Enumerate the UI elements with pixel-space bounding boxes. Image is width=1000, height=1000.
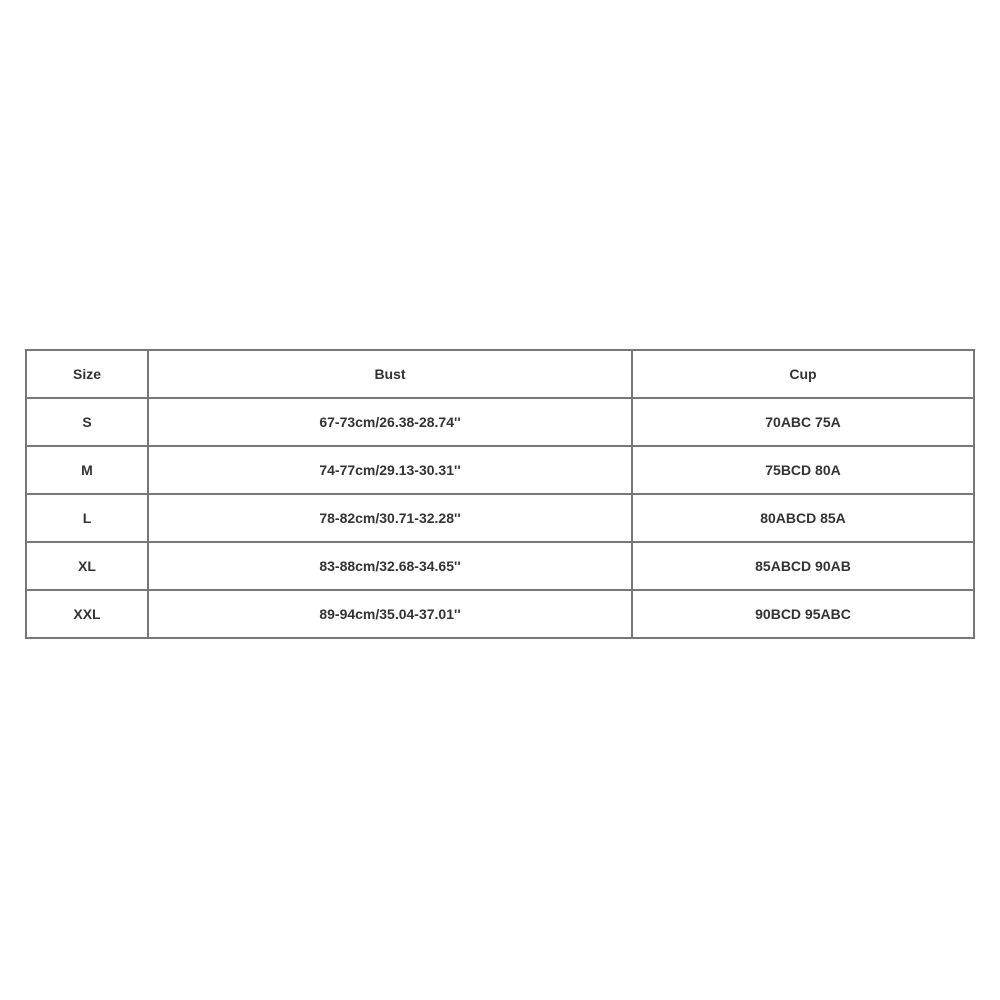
bust-cell: 78-82cm/30.71-32.28'': [148, 494, 632, 542]
table-row: [26, 398, 974, 446]
cup-cell: 90BCD 95ABC: [632, 590, 974, 638]
header-bust: Bust: [148, 350, 632, 398]
table-row: [26, 542, 974, 590]
size-cell: M: [26, 446, 148, 494]
cup-cell: 70ABC 75A: [632, 398, 974, 446]
size-cell: XXL: [26, 590, 148, 638]
bust-cell: 83-88cm/32.68-34.65'': [148, 542, 632, 590]
header-cup: Cup: [632, 350, 974, 398]
table-row: [26, 446, 974, 494]
cup-cell: 85ABCD 90AB: [632, 542, 974, 590]
table-row: [26, 494, 974, 542]
size-cell: S: [26, 398, 148, 446]
size-cell: XL: [26, 542, 148, 590]
bust-cell: 67-73cm/26.38-28.74'': [148, 398, 632, 446]
size-cell: L: [26, 494, 148, 542]
table-header-row: [26, 350, 974, 398]
cup-cell: 80ABCD 85A: [632, 494, 974, 542]
header-size: Size: [26, 350, 148, 398]
bust-cell: 89-94cm/35.04-37.01'': [148, 590, 632, 638]
size-chart-table: [25, 349, 975, 639]
table-row: [26, 590, 974, 638]
bust-cell: 74-77cm/29.13-30.31'': [148, 446, 632, 494]
cup-cell: 75BCD 80A: [632, 446, 974, 494]
